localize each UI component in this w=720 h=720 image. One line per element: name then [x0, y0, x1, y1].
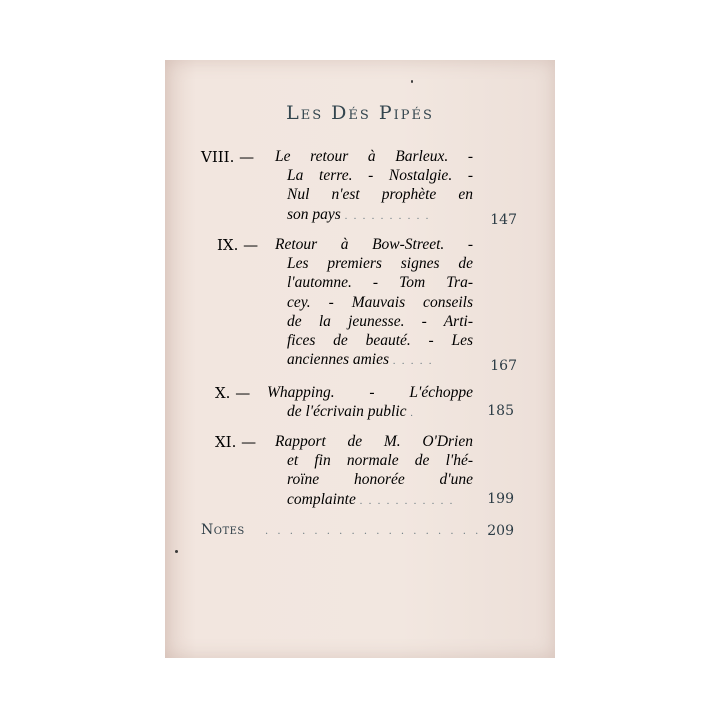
summary-line: Whapping. - L'échoppe: [267, 384, 473, 401]
ink-speck: [411, 80, 413, 83]
page-number: 147: [490, 212, 517, 228]
chapter-summary: [275, 235, 473, 371]
page-number: 209: [487, 523, 514, 539]
summary-line: complainte . . . . . . . . . . .: [287, 490, 455, 508]
chapter-summary: [275, 432, 473, 511]
summary-line: l'automne. - Tom Tra-: [287, 274, 473, 292]
page-number: 199: [487, 491, 514, 507]
page-number: 185: [487, 403, 514, 419]
page-number: 167: [490, 358, 517, 374]
leader-dots: . . . . . . . . . . . . . . . . . . .: [265, 526, 494, 537]
summary-line: Nul n'est prophète en: [287, 186, 473, 204]
summary-line: fices de beauté. - Les: [287, 332, 473, 350]
chapter-summary: [275, 147, 473, 226]
notes-label: Notes: [201, 522, 245, 538]
chapter-numeral: VIII. —: [201, 148, 255, 166]
summary-line: son pays . . . . . . . . . .: [287, 205, 431, 223]
summary-line: Rapport de M. O'Drien: [275, 433, 473, 450]
leader-dots: . . . . . . . . . . .: [359, 495, 455, 507]
leader-dots: . . . . .: [392, 356, 434, 368]
leader-dots: .: [410, 408, 415, 420]
ink-speck: [175, 550, 178, 553]
summary-line: cey. - Mauvais conseils: [287, 293, 473, 311]
leader-dots: . . . . . . . . . .: [344, 210, 431, 222]
summary-line: de la jeunesse. - Arti-: [287, 312, 473, 330]
summary-line: et fin normale de l'hé-: [287, 452, 473, 470]
summary-line: Les premiers signes de: [287, 255, 473, 273]
book-page: [165, 60, 555, 658]
summary-line: La terre. - Nostalgie. -: [287, 167, 473, 185]
chapter-numeral: XI. —: [215, 433, 257, 451]
summary-line: de l'écrivain public .: [287, 403, 415, 421]
summary-line: anciennes amies . . . . .: [287, 351, 434, 369]
page-title: Les Dés Pipés: [286, 102, 434, 124]
chapter-numeral: X. —: [215, 384, 251, 402]
summary-line: Le retour à Barleux. -: [275, 148, 473, 165]
chapter-summary: [267, 383, 473, 423]
summary-line: roïne honorée d'une: [287, 471, 473, 489]
chapter-numeral: IX. —: [217, 236, 259, 254]
summary-line: Retour à Bow-Street. -: [275, 236, 473, 253]
